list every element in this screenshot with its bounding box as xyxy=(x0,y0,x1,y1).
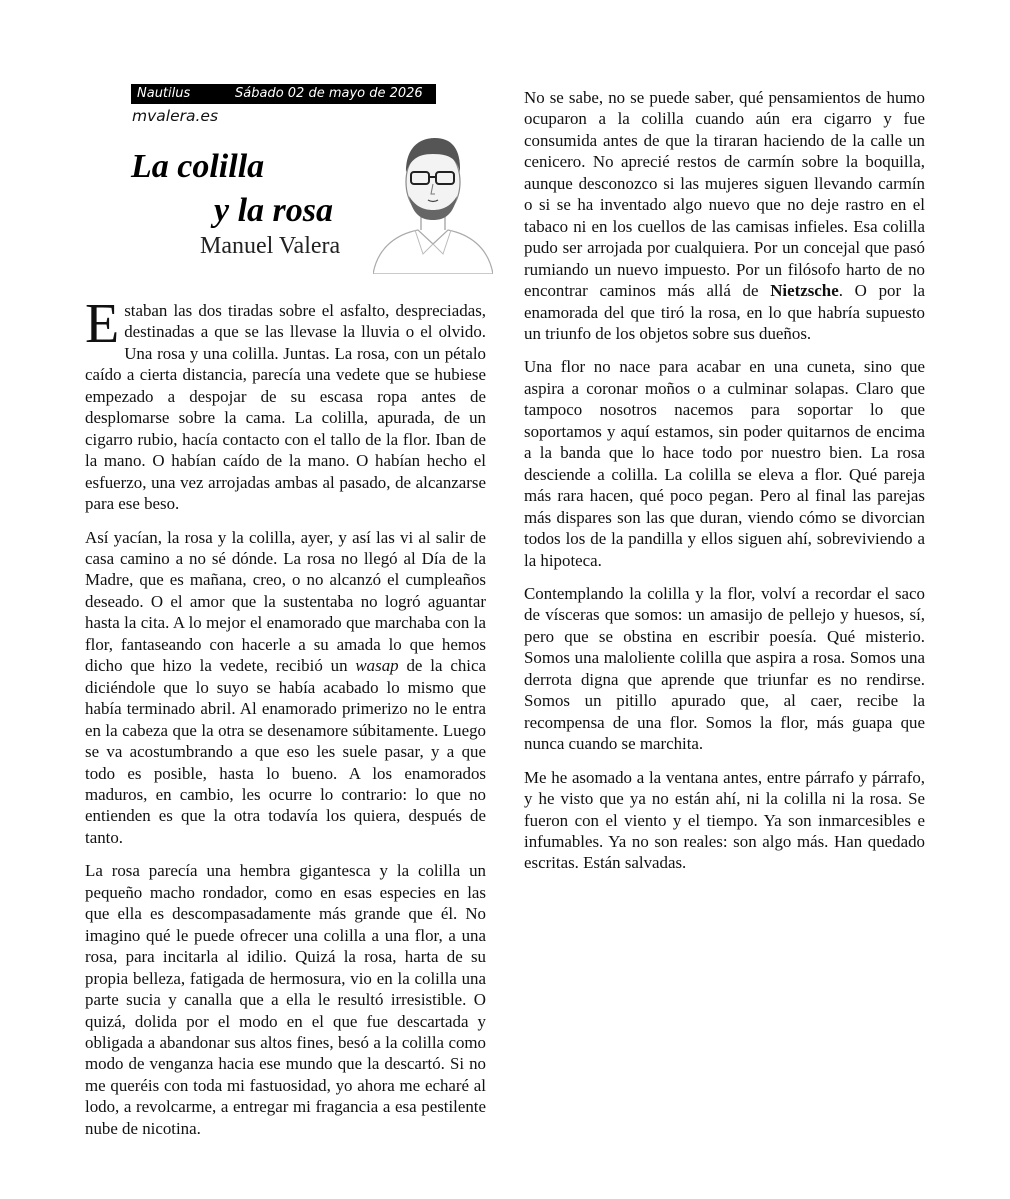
article-title-line2: y la rosa xyxy=(214,192,333,229)
paragraph-1 xyxy=(85,293,486,515)
paragraph-2-text-b: de la chica diciéndole que lo suyo se había acabado lo mismo que había terminado abril. Al enamorado primerizo no le entra en la cabeza que la otra se desenamore súbitamente. Luego se va acostumbrando a que eso les suele pasar, y a que todo es posible, hasta lo bueno. A los enamorados maduros, en cambio, les ocurre lo contrario: lo que no entienden es que la otra todavía los quiera, después de tanto. xyxy=(85,656,486,847)
article-column-left xyxy=(85,0,486,1151)
paragraph-6 xyxy=(524,583,925,755)
paragraph-2 xyxy=(85,527,486,849)
italic-word: wasap xyxy=(355,656,399,676)
paragraph-6-text: Contemplando la colilla y la flor, volví a recordar el saco de vísceras que somos: un amasijo de pellejo y huesos, sí, pero que se obstina en escribir poesía. Qué misterio. Somos una maloliente colilla que aspira a rosa. Somos una derrota digna que aprende que triunfar es no rendirse. Somos un pitillo apurado que, al caer, recibe la recompensa de una flor. Somos la flor, más guapa que nunca cuando se marchita. xyxy=(524,583,925,754)
site-url: mvalera.es xyxy=(132,107,219,125)
article-title-line1: La colilla xyxy=(131,148,265,185)
paragraph-5 xyxy=(524,356,925,571)
paragraph-3-text: La rosa parecía una hembra gigantesca y la colilla un pequeño macho rondador, como en esas especies en las que ella es descompasadamente más grande que él. No imagino qué le puede ofrecer una colilla a una flor, a una rosa, para incitarla al idilio. Quizá la rosa, harta de su propia belleza, fatigada de hermosura, vio en la colilla una parte sucia y canalla que a ella le resultó irresistible. O quizá, dolida por el modo en el que fue descartada y obligada a abandonar sus altos fines, besó a la colilla como modo de venganza hacia ese mundo que la descartó. Si no me queréis con toda mi fastuosidad, yo ahora me echaré al lodo, a revolcarme, a entregar mi fragancia a esa pestilente nube de nicotina. xyxy=(85,861,486,1138)
section-name: Nautilus xyxy=(137,86,191,101)
paragraph-4-text-b: . O por la enamorada del que tiró la rosa, en lo que habría supuesto un triunfo de los objetos sobre sus dueños. xyxy=(524,281,926,343)
publication-date: Sábado 02 de mayo de 2026 xyxy=(235,86,423,101)
paragraph-7 xyxy=(524,767,925,874)
article-column-right xyxy=(524,0,925,886)
paragraph-4-text-a: No se sabe, no se puede saber, qué pensamientos de humo ocuparon a la colilla cuando aún era cigarro y fue consumida antes de que la tiraran haciendo de la calle un cenicero. No aprecié restos de carmín sobre la boquilla, aunque desconozco si las mujeres siguen llevando carmín o si se ha inventado algo nuevo que no deje rastro en el tabaco ni en los cuellos de las camisas infieles. Esa colilla pudo ser arrojada por cualquiera. Por un concejal que pasó rumiando un nuevo impuesto. Por un filósofo harto de no encontrar caminos más allá de xyxy=(524,88,925,301)
paragraph-5-text: Una flor no nace para acabar en una cuneta, sino que aspira a coronar moños o a culminar solapas. Claro que tampoco nosotros nacemos para soportar lo que soportamos y aquí estamos, sin poder quitarnos de encima a la banda que lo hace todo por nuestro bien. La rosa desciende a colilla. La colilla se eleva a flor. Qué pareja más rara hacen, qué poco pegan. Pero al final las parejas más dispares son las que duran, viendo cómo se divorcian todos los de la pandilla y ellos siguen ahí, sobreviviendo a la hipoteca. xyxy=(524,357,925,570)
paragraph-1-text: staban las dos tiradas sobre el asfalto, despreciadas, destinadas a que se las llevase la lluvia o el olvido. Una rosa y una colilla. Juntas. La rosa, con un pétalo caído a cierta distancia, parecía una vedete que se hubiese empezado a despojar de su escasa ropa antes de desplomarse sobre la cama. La colilla, apurada, de un cigarro rubio, hacía contacto con el tallo de la flor. Iban de la mano. O habían caído de la mano. O habían hecho el esfuerzo, una vez arrojadas ambas al pasado, de alcanzarse para ese beso. xyxy=(85,301,486,514)
bold-name: Nietzsche xyxy=(770,281,839,301)
drop-cap: E xyxy=(85,293,120,355)
paragraph-4 xyxy=(524,87,925,344)
paragraph-7-text: Me he asomado a la ventana antes, entre párrafo y párrafo, y he visto que ya no están ahí, ni la colilla ni la rosa. Se fueron con el viento y el tiempo. Ya son inmarcesibles e infumables. Ya no son reales: son algo más. Han quedado escritas. Están salvadas. xyxy=(524,767,925,873)
paragraph-3 xyxy=(85,860,486,1139)
author-name: Manuel Valera xyxy=(200,233,341,259)
paragraph-2-text-a: Así yacían, la rosa y la colilla, ayer, y así las vi al salir de casa camino a no sé dónde. La rosa no llegó al Día de la Madre, que es mañana, creo, o no alcanzó el cumpleaños deseado. O el amor que la sustentaba no logró aguantar hasta la cita. A lo mejor el enamorado que marchaba con la flor, fantaseando con hacerle a su amada lo que hemos dicho que hizo la vedete, recibió un xyxy=(85,527,486,676)
